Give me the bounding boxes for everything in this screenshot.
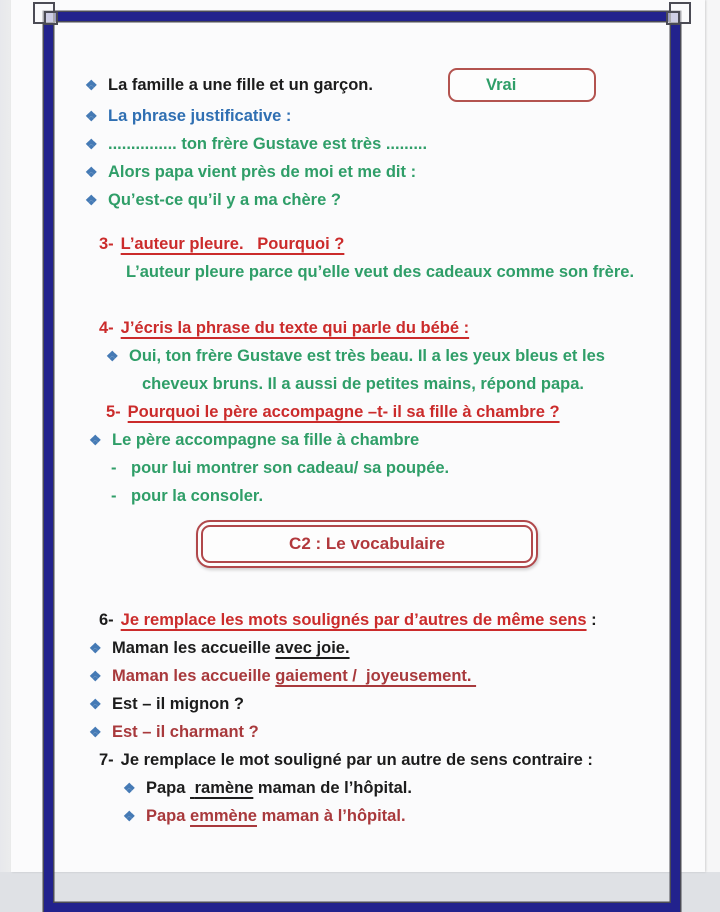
diamond-bullet-icon: ❖ xyxy=(85,192,98,208)
question-6-item-4-text: Est – il charmant ? xyxy=(112,723,259,741)
question-7-item-2-underlined: emmène xyxy=(190,807,257,825)
question-7-number: 7- xyxy=(99,751,114,769)
question-6-item-2-plain: Maman les accueille xyxy=(112,667,276,685)
diamond-bullet-icon: ❖ xyxy=(89,724,102,740)
question-6-item-2 xyxy=(85,662,648,690)
diamond-bullet-icon: ❖ xyxy=(89,668,102,684)
vocabulary-section-box xyxy=(196,520,538,568)
dotted-quote-line xyxy=(85,130,648,158)
question-4-answer-text1: Oui, ton frère Gustave est très beau. Il a les yeux bleus et les xyxy=(129,347,605,365)
spacer xyxy=(85,510,648,520)
question-6-title: Je remplace les mots soulignés par d’autres de même sens xyxy=(120,611,587,629)
alors-papa-line xyxy=(85,158,648,186)
diamond-bullet-icon: ❖ xyxy=(123,808,136,824)
question-7-item-1-pre: Papa xyxy=(146,779,191,797)
diamond-bullet-icon: ❖ xyxy=(89,640,102,656)
question-4-answer-line1 xyxy=(85,342,648,370)
question-3-number: 3- xyxy=(99,235,114,253)
worksheet-paper xyxy=(11,0,705,872)
phrase-justificative-text: La phrase justificative : xyxy=(108,107,292,125)
question-7-item-1-underlined: ramène xyxy=(190,779,254,797)
quest-ce-text: Qu’est-ce qu’il y a ma chère ? xyxy=(108,191,341,209)
quest-ce-line xyxy=(85,186,648,214)
question-6-item-1-underlined: avec joie. xyxy=(275,639,350,657)
vrai-answer-box xyxy=(448,68,596,102)
spacer xyxy=(85,568,648,606)
diamond-bullet-icon: ❖ xyxy=(89,696,102,712)
question-6-item-4 xyxy=(85,718,648,746)
question-6-item-2-underlined: gaiement / joyeusement. xyxy=(275,667,477,685)
diamond-bullet-icon: ❖ xyxy=(123,780,136,796)
question-5-answer-text: Le père accompagne sa fille à chambre xyxy=(112,431,420,449)
question-3-answer-text: L’auteur pleure parce qu’elle veut des cadeaux comme son frère. xyxy=(126,263,635,281)
question-6-item-3-text: Est – il mignon ? xyxy=(112,695,245,713)
question-7-item-1 xyxy=(85,774,648,802)
diamond-bullet-icon: ❖ xyxy=(85,164,98,180)
question-4-heading xyxy=(85,314,648,342)
question-5-answer xyxy=(85,426,648,454)
question-7-item-1-post: maman de l’hôpital. xyxy=(253,779,412,797)
question-5-option-2 xyxy=(85,482,648,510)
diamond-bullet-icon: ❖ xyxy=(89,432,102,448)
question-6-colon: : xyxy=(586,611,597,629)
question-3-answer xyxy=(85,258,648,286)
phrase-justificative-line xyxy=(85,102,648,130)
diamond-bullet-icon: ❖ xyxy=(85,77,98,93)
question-7-item-2-post: maman à l’hôpital. xyxy=(256,807,406,825)
question-4-answer-line2 xyxy=(85,370,648,398)
worksheet-content xyxy=(68,21,658,830)
frame-corner-ornament-icon xyxy=(33,2,63,32)
question-7-item-2 xyxy=(85,802,648,830)
statement-famille-text: La famille a une fille et un garçon. xyxy=(108,76,373,94)
question-7-item-2-pre: Papa xyxy=(146,807,191,825)
statement-famille-line xyxy=(85,68,648,102)
dash-bullet-icon: - xyxy=(111,459,117,477)
question-5-heading xyxy=(85,398,648,426)
question-4-title: J’écris la phrase du texte qui parle du bébé : xyxy=(120,319,470,337)
diamond-bullet-icon: ❖ xyxy=(85,108,98,124)
vocabulary-section-box-inner xyxy=(201,525,533,563)
frame-corner-ornament-icon xyxy=(661,2,691,32)
question-5-option-1-text: pour lui montrer son cadeau/ sa poupée. xyxy=(131,459,450,477)
question-4-number: 4- xyxy=(99,319,114,337)
diamond-bullet-icon: ❖ xyxy=(106,348,119,364)
question-5-number: 5- xyxy=(106,403,121,421)
vrai-label: Vrai xyxy=(486,76,517,94)
spacer xyxy=(85,214,648,230)
dash-bullet-icon: - xyxy=(111,487,117,505)
question-6-item-1 xyxy=(85,634,648,662)
question-6-heading xyxy=(85,606,648,634)
question-7-title: Je remplace le mot souligné par un autre de sens contraire : xyxy=(120,751,593,769)
diamond-bullet-icon: ❖ xyxy=(85,136,98,152)
spacer xyxy=(85,286,648,314)
dotted-quote-text: ............... ton frère Gustave est très ......... xyxy=(108,135,428,153)
question-6-item-3 xyxy=(85,690,648,718)
question-3-title: L’auteur pleure. Pourquoi ? xyxy=(120,235,345,253)
question-3-heading xyxy=(85,230,648,258)
question-4-answer-text2: cheveux bruns. Il a aussi de petites mains, répond papa. xyxy=(142,375,584,393)
vocabulary-section-title: C2 : Le vocabulaire xyxy=(289,534,445,553)
question-6-number: 6- xyxy=(99,611,114,629)
question-5-option-1 xyxy=(85,454,648,482)
alors-papa-text: Alors papa vient près de moi et me dit : xyxy=(108,163,417,181)
question-7-heading xyxy=(85,746,648,774)
question-6-item-1-plain: Maman les accueille xyxy=(112,639,276,657)
question-5-option-2-text: pour la consoler. xyxy=(131,487,264,505)
question-5-title: Pourquoi le père accompagne –t- il sa fille à chambre ? xyxy=(127,403,560,421)
